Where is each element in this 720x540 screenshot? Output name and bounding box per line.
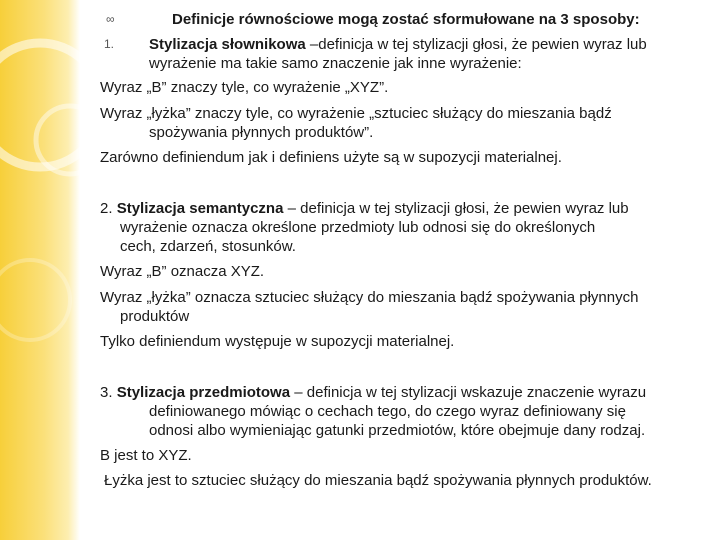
section-2-continuation-1: wyrażenie oznacza określone przedmioty lub odnosi się do określonych — [120, 219, 596, 236]
section-2-definition — [100, 199, 629, 218]
section-1-example-2-continuation: spożywania płynnych produktów”. — [149, 124, 374, 141]
section-3-number: 3. — [100, 384, 117, 401]
section-3-term: Stylizacja przedmiotowa — [116, 384, 291, 401]
section-2-example-1: Wyraz „B” oznacza XYZ. — [100, 263, 265, 280]
section-2-note: Tylko definiendum występuje w supozycji materialnej. — [100, 333, 455, 350]
section-1-term: Stylizacja słownikowa — [149, 36, 306, 53]
slide-heading: Definicje równościowe mogą zostać sformułowane na 3 sposoby: — [172, 11, 640, 28]
section-1-continuation: wyrażenie ma takie samo znaczenie jak inne wyrażenie: — [149, 55, 522, 72]
section-2-rest: – definicja w tej stylizacji głosi, że pewien wyraz lub — [283, 200, 629, 217]
section-2-continuation-2: cech, zdarzeń, stosunków. — [120, 238, 296, 255]
section-2-number: 2. — [100, 200, 117, 217]
section-3-example-1: B jest to XYZ. — [100, 447, 192, 464]
section-1-rest: –definicja w tej stylizacji głosi, że pewien wyraz lub — [305, 36, 647, 53]
section-2-example-2: Wyraz „łyżka” oznacza sztuciec służący do mieszania bądź spożywania płynnych — [100, 289, 639, 306]
section-3-continuation-1: definiowanego mówiąc o cechach tego, do czego wyraz definiowany się — [149, 403, 626, 420]
section-1-example-2: Wyraz „łyżka” znaczy tyle, co wyrażenie „sztuciec służący do mieszania bądź — [100, 105, 612, 122]
section-1-note: Zarówno definiendum jak i definiens użyte są w supozycji materialnej. — [100, 149, 562, 166]
section-2-example-2-continuation: produktów — [120, 308, 190, 325]
section-1-definition — [149, 35, 647, 54]
section-2-term: Stylizacja semantyczna — [116, 200, 284, 217]
section-3-definition — [100, 383, 646, 402]
section-3-continuation-2: odnosi albo wymieniając gatunki przedmiotów, które obejmuje dany rodzaj. — [149, 422, 646, 439]
section-3-example-2: Łyżka jest to sztuciec służący do mieszania bądź spożywania płynnych produktów. — [104, 472, 652, 489]
section-3-rest: – definicja w tej stylizacji wskazuje znaczenie wyrazu — [290, 384, 647, 401]
list-number-1: 1. — [104, 37, 115, 51]
loop-bullet-icon: ∞ — [106, 12, 115, 26]
section-1-example-1: Wyraz „B” znaczy tyle, co wyrażenie „XYZ”. — [100, 79, 389, 96]
